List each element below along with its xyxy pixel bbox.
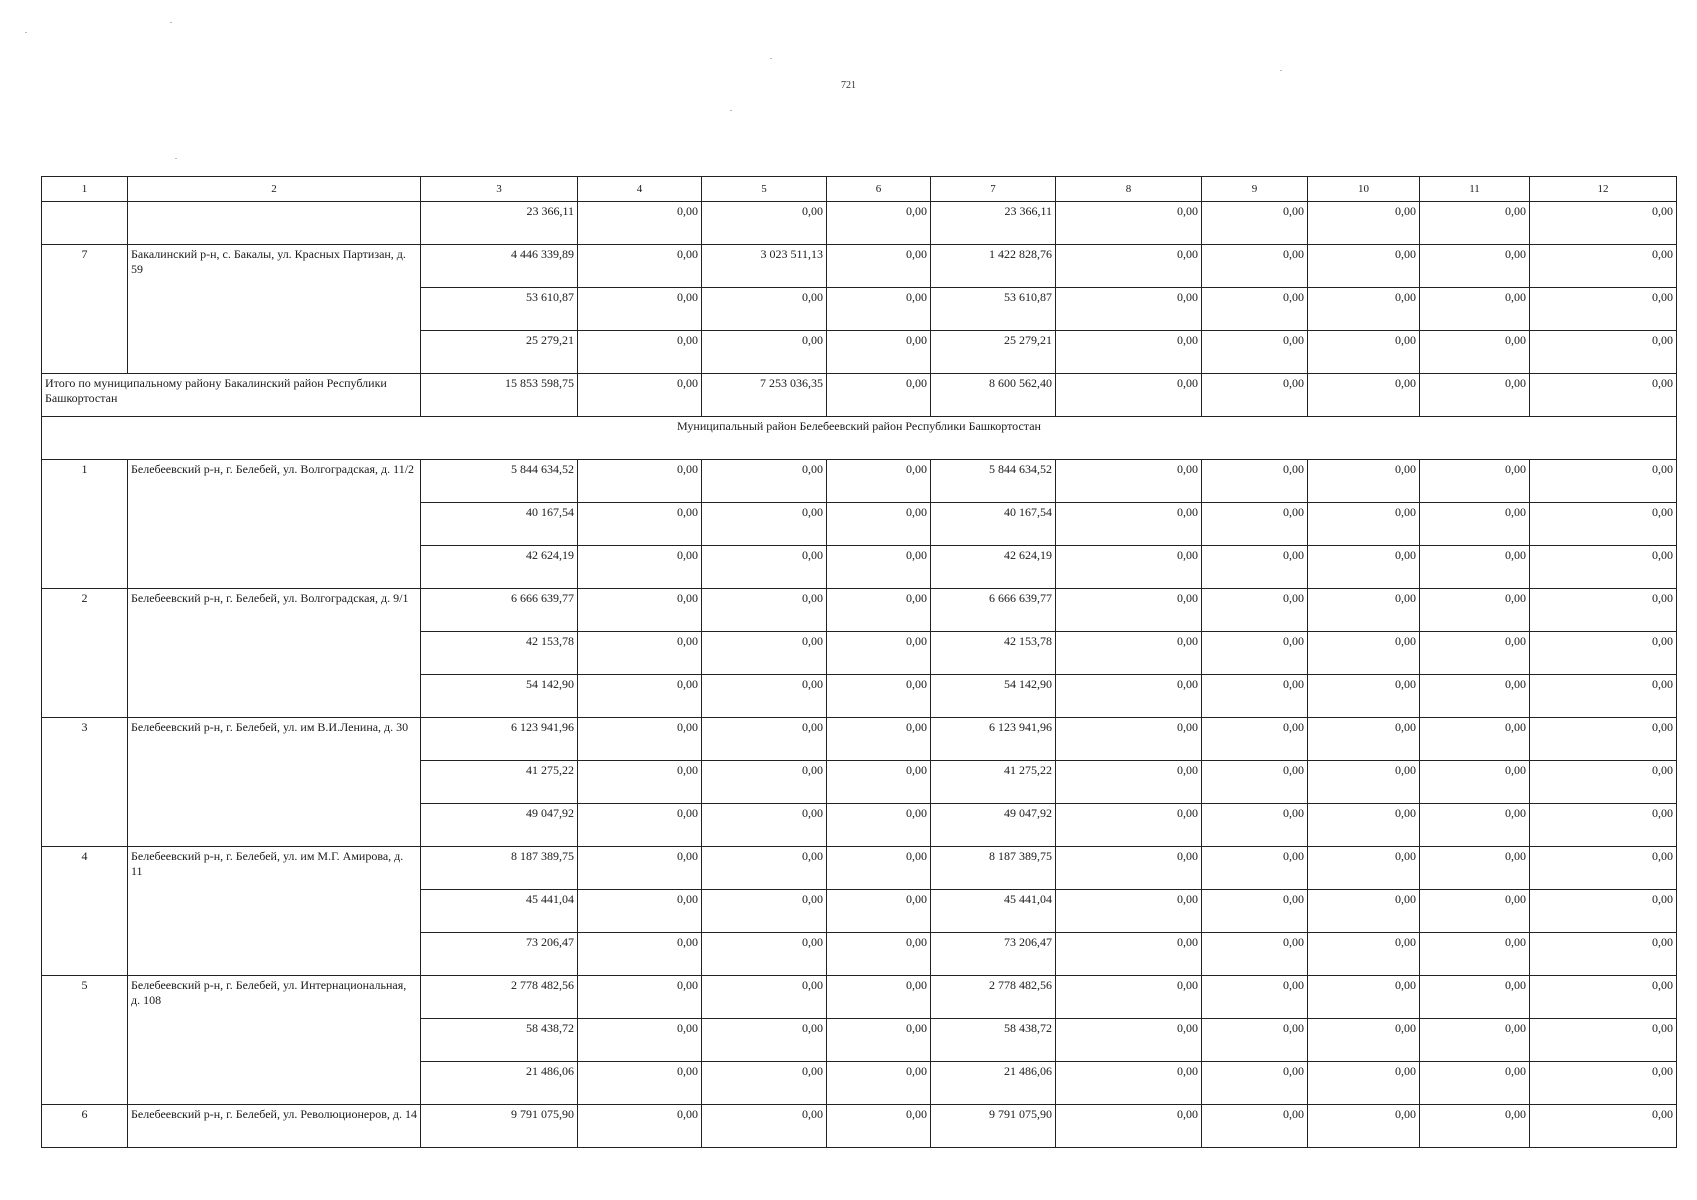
value-cell: 0,00: [827, 890, 931, 933]
value-cell: 42 153,78: [931, 632, 1056, 675]
value-cell: 58 438,72: [931, 1019, 1056, 1062]
value-cell: 0,00: [1420, 1019, 1530, 1062]
value-cell: 0,00: [578, 1019, 702, 1062]
column-header: 10: [1308, 177, 1420, 202]
value-cell: 0,00: [1202, 761, 1308, 804]
total-label: Итого по муниципальному району Бакалинский район Республики Башкортостан: [42, 374, 421, 417]
column-header: 5: [702, 177, 827, 202]
column-header: 8: [1056, 177, 1202, 202]
value-cell: 45 441,04: [931, 890, 1056, 933]
value-cell: 0,00: [1308, 804, 1420, 847]
value-cell: 0,00: [578, 804, 702, 847]
value-cell: 0,00: [1308, 933, 1420, 976]
value-cell: 0,00: [1420, 632, 1530, 675]
value-cell: 0,00: [1308, 718, 1420, 761]
value-cell: 0,00: [827, 675, 931, 718]
value-cell: 0,00: [1202, 632, 1308, 675]
scan-speck: [1280, 70, 1282, 71]
value-cell: 7 253 036,35: [702, 374, 827, 417]
value-cell: 6 666 639,77: [421, 589, 578, 632]
value-cell: 0,00: [827, 933, 931, 976]
value-cell: 0,00: [1202, 847, 1308, 890]
object-index: 5: [42, 976, 128, 1105]
value-cell: 0,00: [1056, 374, 1202, 417]
value-cell: 0,00: [1530, 460, 1677, 503]
value-cell: 0,00: [1056, 847, 1202, 890]
value-cell: 9 791 075,90: [421, 1105, 578, 1148]
value-cell: 0,00: [1202, 1105, 1308, 1148]
value-cell: 0,00: [1308, 1105, 1420, 1148]
value-cell: 0,00: [1202, 546, 1308, 589]
column-header: 12: [1530, 177, 1677, 202]
value-cell: 0,00: [1056, 718, 1202, 761]
value-cell: 0,00: [1308, 503, 1420, 546]
value-cell: 0,00: [578, 589, 702, 632]
value-cell: 0,00: [1420, 331, 1530, 374]
value-cell: 0,00: [1530, 804, 1677, 847]
value-cell: 0,00: [702, 546, 827, 589]
object-index: 3: [42, 718, 128, 847]
value-cell: 0,00: [1202, 589, 1308, 632]
value-cell: 0,00: [827, 804, 931, 847]
value-cell: 0,00: [827, 374, 931, 417]
object-address: Бакалинский р-н, с. Бакалы, ул. Красных Партизан, д. 59: [128, 245, 421, 374]
value-cell: 3 023 511,13: [702, 245, 827, 288]
value-cell: 53 610,87: [931, 288, 1056, 331]
value-cell: 0,00: [1530, 374, 1677, 417]
value-cell: 0,00: [702, 589, 827, 632]
value-cell: 0,00: [1308, 675, 1420, 718]
value-cell: 0,00: [1202, 804, 1308, 847]
value-cell: 0,00: [827, 589, 931, 632]
value-cell: 21 486,06: [421, 1062, 578, 1105]
value-cell: 0,00: [827, 718, 931, 761]
value-cell: 0,00: [702, 632, 827, 675]
value-cell: 45 441,04: [421, 890, 578, 933]
value-cell: 0,00: [1056, 589, 1202, 632]
value-cell: 2 778 482,56: [421, 976, 578, 1019]
value-cell: 0,00: [702, 503, 827, 546]
value-cell: 73 206,47: [421, 933, 578, 976]
value-cell: 0,00: [827, 1105, 931, 1148]
value-cell: 0,00: [1202, 718, 1308, 761]
value-cell: 0,00: [1420, 374, 1530, 417]
value-cell: 0,00: [702, 804, 827, 847]
value-cell: 0,00: [827, 245, 931, 288]
value-cell: 0,00: [1530, 933, 1677, 976]
value-cell: 0,00: [578, 288, 702, 331]
value-cell: 0,00: [1530, 890, 1677, 933]
object-index: 6: [42, 1105, 128, 1148]
value-cell: 0,00: [578, 546, 702, 589]
value-cell: 0,00: [1308, 761, 1420, 804]
object-row: [42, 976, 1677, 1019]
object-address: Белебеевский р-н, г. Белебей, ул. Интернациональная, д. 108: [128, 976, 421, 1105]
value-cell: 0,00: [1530, 632, 1677, 675]
value-cell: 0,00: [1202, 331, 1308, 374]
value-cell: 0,00: [1420, 589, 1530, 632]
value-cell: 0,00: [1056, 632, 1202, 675]
object-row: [42, 718, 1677, 761]
column-header: 3: [421, 177, 578, 202]
value-cell: 49 047,92: [931, 804, 1056, 847]
value-cell: 0,00: [1420, 245, 1530, 288]
value-cell: 0,00: [702, 460, 827, 503]
value-cell: 0,00: [1420, 202, 1530, 245]
scan-speck: [25, 32, 27, 33]
value-cell: 0,00: [1530, 331, 1677, 374]
value-cell: 6 123 941,96: [421, 718, 578, 761]
scan-speck: [175, 158, 177, 159]
value-cell: 0,00: [1056, 761, 1202, 804]
value-cell: 0,00: [1308, 331, 1420, 374]
value-cell: 0,00: [1056, 288, 1202, 331]
value-cell: 0,00: [578, 331, 702, 374]
value-cell: 0,00: [1420, 546, 1530, 589]
value-cell: 0,00: [1530, 675, 1677, 718]
value-cell: 0,00: [1530, 202, 1677, 245]
value-cell: 0,00: [827, 288, 931, 331]
value-cell: 0,00: [1420, 288, 1530, 331]
value-cell: 0,00: [1308, 847, 1420, 890]
column-header: 7: [931, 177, 1056, 202]
value-cell: 73 206,47: [931, 933, 1056, 976]
value-cell: 0,00: [578, 202, 702, 245]
value-cell: 0,00: [1202, 503, 1308, 546]
value-cell: 0,00: [1530, 1062, 1677, 1105]
value-cell: 0,00: [1420, 761, 1530, 804]
value-cell: 0,00: [1420, 933, 1530, 976]
value-cell: 0,00: [1056, 804, 1202, 847]
value-cell: 23 366,11: [931, 202, 1056, 245]
object-row: [42, 589, 1677, 632]
value-cell: 0,00: [1056, 1105, 1202, 1148]
value-cell: 0,00: [702, 933, 827, 976]
value-cell: 0,00: [578, 245, 702, 288]
total-row: [42, 374, 1677, 417]
value-cell: 0,00: [1056, 460, 1202, 503]
value-cell: 0,00: [1056, 546, 1202, 589]
value-cell: 0,00: [1308, 546, 1420, 589]
value-cell: 0,00: [827, 331, 931, 374]
value-cell: 8 187 389,75: [931, 847, 1056, 890]
value-cell: 6 123 941,96: [931, 718, 1056, 761]
value-cell: 1 422 828,76: [931, 245, 1056, 288]
column-header: 6: [827, 177, 931, 202]
value-cell: 0,00: [702, 890, 827, 933]
object-row: [42, 460, 1677, 503]
scan-speck: [770, 58, 772, 59]
value-cell: 0,00: [1202, 1062, 1308, 1105]
value-cell: 0,00: [827, 976, 931, 1019]
object-row: [42, 847, 1677, 890]
value-cell: 0,00: [827, 761, 931, 804]
value-cell: 0,00: [1056, 675, 1202, 718]
value-cell: 0,00: [1202, 374, 1308, 417]
value-cell: 0,00: [1202, 202, 1308, 245]
value-cell: 0,00: [1308, 1062, 1420, 1105]
value-cell: 0,00: [1308, 1019, 1420, 1062]
object-index: 2: [42, 589, 128, 718]
value-cell: 0,00: [1530, 847, 1677, 890]
value-cell: 0,00: [702, 202, 827, 245]
value-cell: 0,00: [1530, 976, 1677, 1019]
value-cell: 0,00: [1056, 1019, 1202, 1062]
value-cell: 25 279,21: [931, 331, 1056, 374]
value-cell: 0,00: [1420, 460, 1530, 503]
value-cell: 0,00: [1308, 976, 1420, 1019]
table-body: [42, 177, 1677, 1148]
value-cell: 0,00: [1056, 976, 1202, 1019]
value-cell: 0,00: [702, 847, 827, 890]
value-cell: 0,00: [578, 976, 702, 1019]
object-index: 7: [42, 245, 128, 374]
object-address: Белебеевский р-н, г. Белебей, ул. Волгоградская, д. 11/2: [128, 460, 421, 589]
object-index: 1: [42, 460, 128, 589]
value-cell: 0,00: [578, 632, 702, 675]
value-cell: 0,00: [1202, 890, 1308, 933]
value-cell: 41 275,22: [931, 761, 1056, 804]
value-cell: 0,00: [1056, 933, 1202, 976]
value-cell: 0,00: [1530, 503, 1677, 546]
value-cell: 0,00: [1530, 1105, 1677, 1148]
column-header-row: [42, 177, 1677, 202]
value-cell: 0,00: [827, 1062, 931, 1105]
value-cell: 0,00: [578, 503, 702, 546]
value-cell: 8 600 562,40: [931, 374, 1056, 417]
value-cell: 0,00: [1420, 503, 1530, 546]
index-cell: [42, 202, 128, 245]
column-header: 9: [1202, 177, 1308, 202]
value-cell: 0,00: [1530, 1019, 1677, 1062]
value-cell: 0,00: [1420, 1062, 1530, 1105]
object-row: [42, 245, 1677, 288]
value-cell: 0,00: [578, 675, 702, 718]
section-row: [42, 417, 1677, 460]
value-cell: 0,00: [1530, 589, 1677, 632]
value-cell: 0,00: [702, 1019, 827, 1062]
value-cell: 0,00: [578, 460, 702, 503]
page-number: 721: [841, 80, 856, 91]
value-cell: 0,00: [1308, 374, 1420, 417]
value-cell: 0,00: [827, 546, 931, 589]
value-cell: 6 666 639,77: [931, 589, 1056, 632]
value-cell: 0,00: [1202, 460, 1308, 503]
value-cell: 25 279,21: [421, 331, 578, 374]
value-cell: 0,00: [578, 933, 702, 976]
value-cell: 0,00: [1056, 1062, 1202, 1105]
object-index: 4: [42, 847, 128, 976]
object-address: Белебеевский р-н, г. Белебей, ул. им М.Г. Амирова, д. 11: [128, 847, 421, 976]
value-cell: 0,00: [702, 1105, 827, 1148]
value-cell: 0,00: [1308, 245, 1420, 288]
value-cell: 0,00: [702, 675, 827, 718]
value-cell: 0,00: [702, 1062, 827, 1105]
value-cell: 42 624,19: [421, 546, 578, 589]
value-cell: 0,00: [827, 503, 931, 546]
column-header: 11: [1420, 177, 1530, 202]
value-cell: 0,00: [578, 1062, 702, 1105]
value-cell: 0,00: [1202, 675, 1308, 718]
value-cell: 0,00: [1530, 761, 1677, 804]
value-cell: 15 853 598,75: [421, 374, 578, 417]
value-cell: 0,00: [578, 761, 702, 804]
carry-over-row: [42, 202, 1677, 245]
value-cell: 0,00: [1056, 202, 1202, 245]
value-cell: 53 610,87: [421, 288, 578, 331]
value-cell: 0,00: [1420, 804, 1530, 847]
value-cell: 23 366,11: [421, 202, 578, 245]
column-header: 1: [42, 177, 128, 202]
value-cell: 0,00: [702, 976, 827, 1019]
value-cell: 42 624,19: [931, 546, 1056, 589]
scan-speck: [170, 22, 172, 23]
value-cell: 0,00: [1420, 675, 1530, 718]
value-cell: 54 142,90: [421, 675, 578, 718]
value-cell: 0,00: [1420, 1105, 1530, 1148]
value-cell: 0,00: [1308, 288, 1420, 331]
value-cell: 40 167,54: [421, 503, 578, 546]
value-cell: 8 187 389,75: [421, 847, 578, 890]
section-title: Муниципальный район Белебеевский район Республики Башкортостан: [42, 417, 1677, 460]
value-cell: 0,00: [1308, 460, 1420, 503]
value-cell: 0,00: [827, 460, 931, 503]
value-cell: 0,00: [1202, 245, 1308, 288]
value-cell: 54 142,90: [931, 675, 1056, 718]
scan-speck: [730, 110, 732, 111]
value-cell: 42 153,78: [421, 632, 578, 675]
value-cell: 5 844 634,52: [421, 460, 578, 503]
value-cell: 0,00: [1420, 718, 1530, 761]
value-cell: 0,00: [1420, 847, 1530, 890]
value-cell: 0,00: [702, 761, 827, 804]
object-row: [42, 1105, 1677, 1148]
value-cell: 0,00: [1202, 1019, 1308, 1062]
value-cell: 0,00: [1056, 245, 1202, 288]
column-header: 2: [128, 177, 421, 202]
value-cell: 0,00: [1530, 245, 1677, 288]
value-cell: 0,00: [1530, 288, 1677, 331]
address-cell: [128, 202, 421, 245]
value-cell: 0,00: [1308, 632, 1420, 675]
value-cell: 0,00: [1202, 288, 1308, 331]
value-cell: 9 791 075,90: [931, 1105, 1056, 1148]
value-cell: 40 167,54: [931, 503, 1056, 546]
value-cell: 5 844 634,52: [931, 460, 1056, 503]
value-cell: 0,00: [1420, 976, 1530, 1019]
object-address: Белебеевский р-н, г. Белебей, ул. Волгоградская, д. 9/1: [128, 589, 421, 718]
object-address: Белебеевский р-н, г. Белебей, ул. им В.И.Ленина, д. 30: [128, 718, 421, 847]
value-cell: 0,00: [827, 202, 931, 245]
value-cell: 0,00: [827, 847, 931, 890]
value-cell: 0,00: [702, 331, 827, 374]
value-cell: 58 438,72: [421, 1019, 578, 1062]
value-cell: 0,00: [1056, 890, 1202, 933]
value-cell: 0,00: [1530, 718, 1677, 761]
value-cell: 0,00: [827, 632, 931, 675]
value-cell: 0,00: [1056, 331, 1202, 374]
value-cell: 0,00: [702, 288, 827, 331]
value-cell: 0,00: [1308, 202, 1420, 245]
value-cell: 0,00: [1420, 890, 1530, 933]
value-cell: 49 047,92: [421, 804, 578, 847]
value-cell: 0,00: [1056, 503, 1202, 546]
value-cell: 0,00: [578, 718, 702, 761]
value-cell: 0,00: [578, 1105, 702, 1148]
value-cell: 41 275,22: [421, 761, 578, 804]
budget-table: [41, 176, 1677, 1148]
value-cell: 0,00: [578, 890, 702, 933]
value-cell: 0,00: [1308, 589, 1420, 632]
value-cell: 0,00: [1308, 890, 1420, 933]
column-header: 4: [578, 177, 702, 202]
value-cell: 2 778 482,56: [931, 976, 1056, 1019]
value-cell: 4 446 339,89: [421, 245, 578, 288]
value-cell: 0,00: [1202, 933, 1308, 976]
value-cell: 0,00: [578, 847, 702, 890]
value-cell: 0,00: [827, 1019, 931, 1062]
object-address: Белебеевский р-н, г. Белебей, ул. Революционеров, д. 14: [128, 1105, 421, 1148]
value-cell: 0,00: [1530, 546, 1677, 589]
value-cell: 0,00: [1202, 976, 1308, 1019]
value-cell: 0,00: [578, 374, 702, 417]
value-cell: 0,00: [702, 718, 827, 761]
value-cell: 21 486,06: [931, 1062, 1056, 1105]
